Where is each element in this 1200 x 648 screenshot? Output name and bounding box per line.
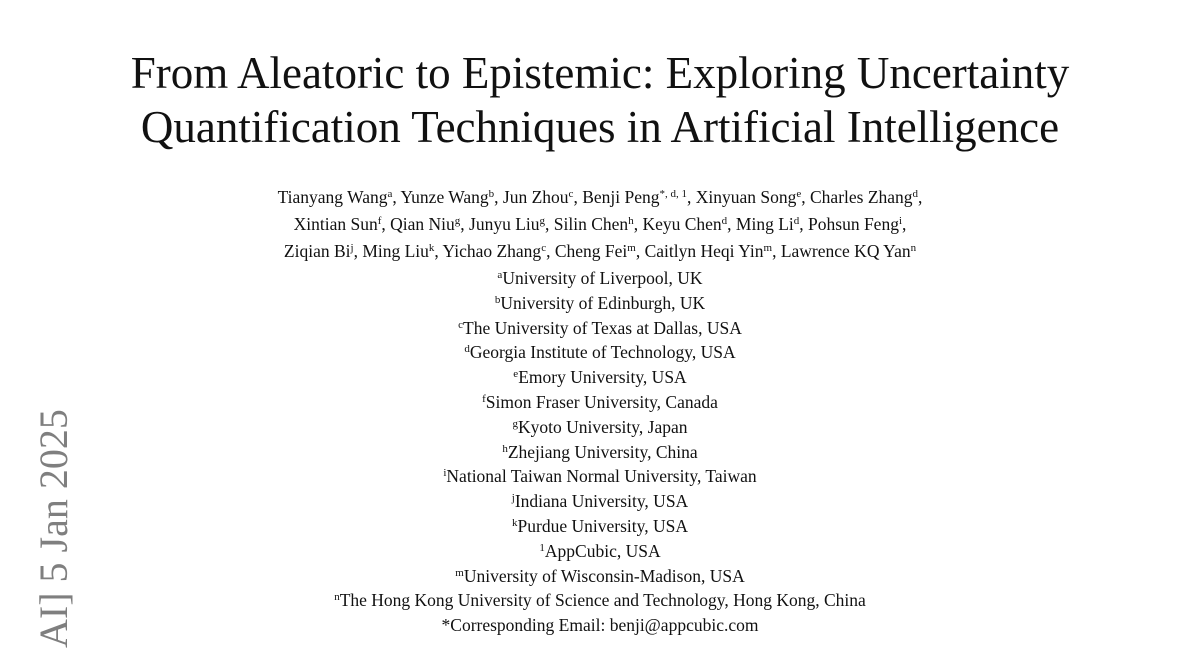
- author: [555, 241, 636, 261]
- author: [284, 241, 354, 261]
- affiliation: [0, 390, 1200, 415]
- affiliation-text: Indiana University, USA: [514, 491, 689, 512]
- author: [696, 187, 802, 207]
- author-affiliation-mark: m: [763, 242, 773, 254]
- author-name: Yunze Wang: [400, 187, 489, 207]
- affiliation-text: University of Edinburgh, UK: [500, 292, 706, 313]
- author-name: Benji Peng: [582, 187, 660, 207]
- author-line: Tianyang Wang$^a$, Yunze Wang$^b$, Jun Zhou$^c$, Benji Peng$^{*, d, 1}$, Xinyuan Song$^e$, Charles Zhang$^d$,: [277, 187, 923, 207]
- author: [400, 187, 494, 207]
- author-name: Ming Li: [735, 214, 794, 234]
- affiliation-mark: b: [494, 293, 501, 306]
- affiliation-mark: e: [513, 368, 519, 381]
- author: [443, 241, 547, 261]
- affiliation: [0, 564, 1200, 589]
- author-affiliation-mark: g: [539, 215, 546, 227]
- author: [362, 241, 434, 261]
- affiliation-mark: m: [455, 566, 464, 579]
- author-affiliation-mark: j: [350, 242, 354, 254]
- author-name: Yichao Zhang: [442, 241, 542, 261]
- affiliation: [0, 588, 1200, 613]
- affiliation-mark: d: [464, 343, 470, 356]
- affiliation-text: University of Wisconsin-Madison, USA: [463, 565, 745, 586]
- author-affiliation-mark: f: [377, 215, 382, 227]
- author-list: [0, 184, 1200, 265]
- affiliation: [0, 291, 1200, 316]
- author: [582, 187, 687, 207]
- author-name: Ming Liu: [362, 241, 429, 261]
- author: [278, 187, 393, 207]
- affiliation-text: Purdue University, USA: [517, 515, 688, 536]
- affiliation-text: National Taiwan Normal University, Taiwan: [446, 466, 757, 487]
- author-name: Junyu Liu: [469, 214, 540, 234]
- affiliation: [0, 514, 1200, 539]
- corresponding-email: *Corresponding Email: benji@appcubic.com: [441, 615, 759, 636]
- author: [808, 214, 902, 234]
- affiliation-mark: n: [334, 591, 340, 604]
- author-affiliation-mark: n: [910, 242, 917, 254]
- author-name: Charles Zhang: [810, 187, 913, 207]
- arxiv-sidebar-stamp: AI] 5 Jan 2025: [31, 409, 76, 648]
- author: [503, 187, 574, 207]
- author-affiliation-mark: c: [568, 188, 574, 200]
- affiliation-text: Kyoto University, Japan: [518, 416, 688, 437]
- author-name: Xintian Sun: [293, 214, 378, 234]
- affiliation-mark: 1: [539, 541, 545, 554]
- affiliation-text: The Hong Kong University of Science and Technology, Hong Kong, China: [339, 590, 866, 611]
- author-name: Silin Chen: [553, 214, 629, 234]
- affiliation-mark: j: [511, 492, 515, 505]
- affiliation-text: AppCubic, USA: [544, 540, 661, 561]
- author-name: Tianyang Wang: [277, 187, 388, 207]
- author-name: Caitlyn Heqi Yin: [644, 241, 764, 261]
- author-name: Xinyuan Song: [695, 187, 797, 207]
- author: [469, 214, 545, 234]
- author-affiliation-mark: c: [541, 242, 547, 254]
- affiliation-mark: k: [512, 516, 518, 529]
- author-line: Xintian Sun$^f$, Qian Niu$^g$, Junyu Liu$^g$, Silin Chen$^h$, Keyu Chen$^d$, Ming Li$^d$, Pohsun Feng$^i$,: [293, 214, 907, 234]
- affiliation-mark: i: [443, 467, 447, 480]
- affiliation: [0, 340, 1200, 365]
- author-affiliation-mark: m: [627, 242, 636, 254]
- affiliation-text: The University of Texas at Dallas, USA: [463, 317, 742, 338]
- affiliation: [0, 489, 1200, 514]
- author-line: Ziqian Bi$^j$, Ming Liu$^k$, Yichao Zhang$^c$, Cheng Fei$^m$, Caitlyn Heqi Yin$^m$, Lawrence KQ Yan$^n$: [283, 241, 917, 261]
- affiliation-text: Zhejiang University, China: [507, 441, 698, 462]
- affiliation-mark: a: [497, 269, 503, 281]
- author: [294, 214, 382, 234]
- author-affiliation-mark: i: [898, 215, 903, 227]
- author: [781, 241, 916, 261]
- author: [736, 214, 799, 234]
- author-name: Lawrence KQ Yan: [780, 241, 911, 261]
- author-affiliation-mark: b: [488, 188, 495, 200]
- affiliation-text: University of Liverpool, UK: [502, 268, 703, 288]
- author-affiliation-mark: k: [428, 242, 435, 254]
- author-affiliation-mark: a: [387, 188, 393, 200]
- author-affiliation-mark: *, d, 1: [659, 188, 687, 200]
- author-name: Pohsun Feng: [808, 214, 899, 234]
- author-name: Jun Zhou: [502, 187, 569, 207]
- title-line-2: Quantification Techniques in Artificial Intelligence: [140, 102, 1060, 152]
- affiliation-mark: f: [482, 392, 486, 405]
- author: [642, 214, 727, 234]
- affiliation-text: Emory University, USA: [518, 367, 687, 388]
- affiliation-list: [0, 266, 1200, 638]
- author-name: Qian Niu: [390, 214, 455, 234]
- affiliation-text: Simon Fraser University, Canada: [485, 391, 718, 412]
- author-affiliation-mark: e: [796, 188, 802, 200]
- affiliation-mark: c: [458, 318, 463, 331]
- paper-title: [0, 46, 1200, 154]
- affiliation: [0, 365, 1200, 390]
- affiliation: [0, 415, 1200, 440]
- affiliation: [0, 440, 1200, 465]
- affiliation-mark: g: [512, 417, 519, 430]
- affiliation-mark: h: [502, 442, 508, 455]
- title-line-1: From Aleatoric to Epistemic: Exploring Uncertainty: [130, 48, 1070, 98]
- author-name: Cheng Fei: [554, 241, 628, 261]
- author: [554, 214, 634, 234]
- affiliation: [0, 316, 1200, 341]
- author: [390, 214, 460, 234]
- author: [810, 187, 918, 207]
- author-name: Ziqian Bi: [283, 241, 351, 261]
- author-affiliation-mark: g: [454, 215, 461, 227]
- author-name: Keyu Chen: [642, 214, 722, 234]
- author: [645, 241, 773, 261]
- affiliation: [0, 539, 1200, 564]
- affiliation: [0, 266, 1200, 291]
- author-affiliation-mark: d: [912, 188, 919, 200]
- author-affiliation-mark: d: [793, 215, 800, 227]
- author-affiliation-mark: d: [721, 215, 728, 227]
- affiliation-text: Georgia Institute of Technology, USA: [469, 342, 736, 363]
- author-affiliation-mark: h: [628, 215, 634, 227]
- affiliation: [0, 464, 1200, 489]
